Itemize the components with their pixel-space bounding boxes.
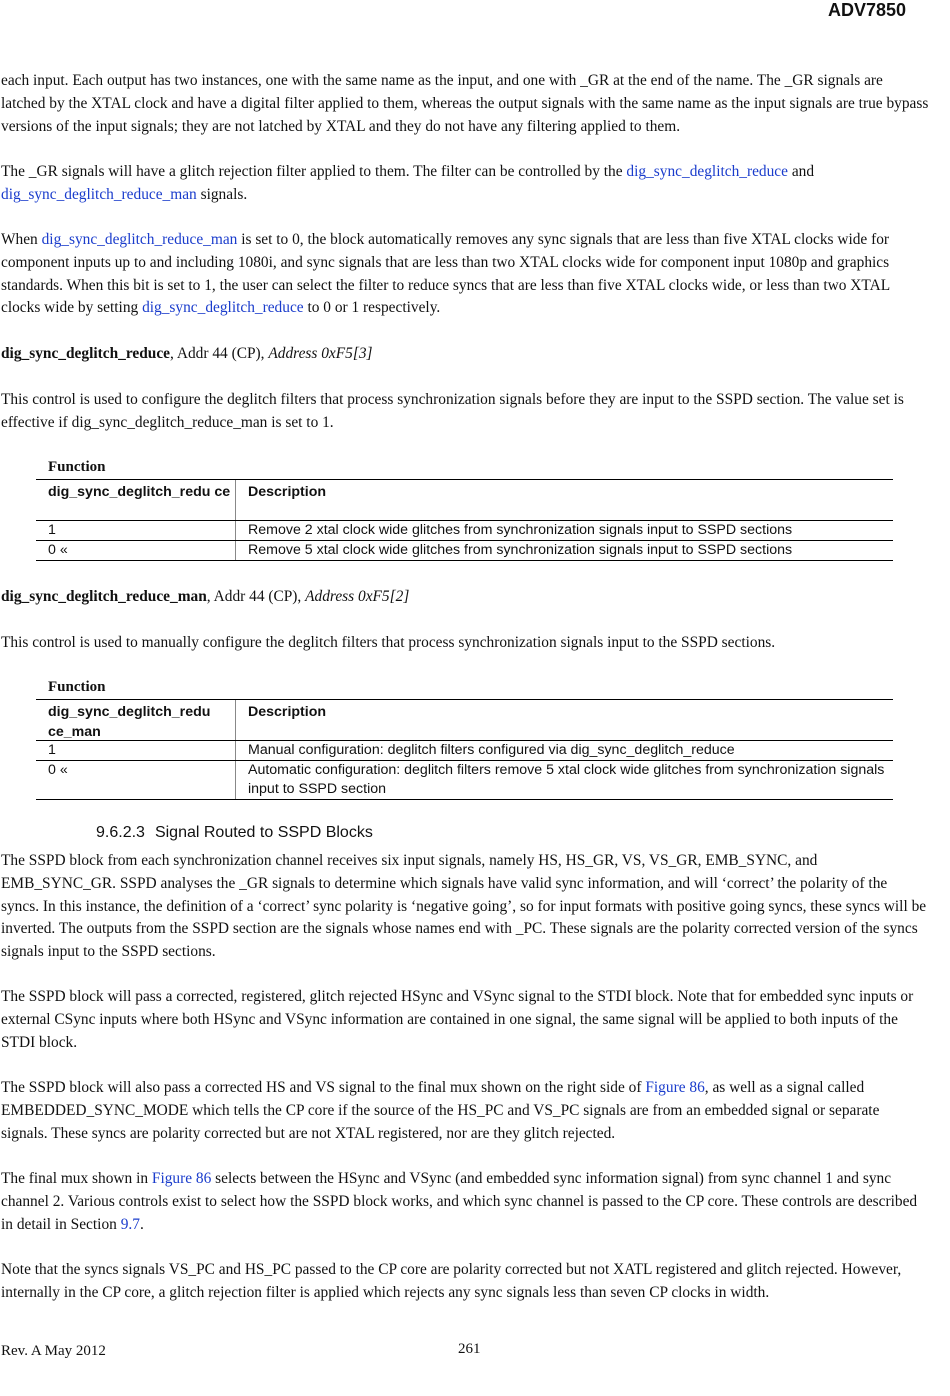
paragraph-glitch-filter — [1, 161, 929, 207]
text-run: is set to 0, the block automatically removes any sync signals that are less than five XTAL clocks wide for component inputs up to and including 1080i, and sync signals that are less than two XTAL clocks wide for component input 1080p and graphics standards. When this bit is set to 1, the user can select the filter to reduce syncs that are less than five XTAL clocks wide, or less than two XTAL clocks wide by setting — [1, 231, 890, 317]
paragraph-gr-signals: each input. Each output has two instances, one with the same name as the input, and one with _GR at the end of the name. The _GR signals are latched by the XTAL clock and have a digital filter applied to them, whereas the output signals with the same name as the input signals are true bypass versions of the input signals; they are not latched by XTAL and they do not have any filtering applied to them. — [1, 72, 929, 135]
table-cell-description: Automatic configuration: deglitch filters remove 5 xtal clock wide glitches from synchronization signals input to SSPD section — [248, 762, 885, 797]
table-cell-description: Remove 5 xtal clock wide glitches from synchronization signals input to SSPD sections — [248, 542, 793, 558]
table-row — [36, 741, 893, 761]
register-name: dig_sync_deglitch_reduce — [1, 345, 171, 362]
link-dig-sync-deglitch-reduce[interactable]: dig_sync_deglitch_reduce — [626, 163, 788, 180]
text-run: The _GR signals will have a glitch rejection filter applied to them. The filter can be controlled by the — [1, 163, 627, 180]
function-table-reduce — [36, 459, 893, 561]
register-name: dig_sync_deglitch_reduce_man — [1, 588, 207, 605]
link-dig-sync-deglitch-reduce-man[interactable]: dig_sync_deglitch_reduce_man — [41, 231, 238, 248]
table-cell-value: 1 — [36, 521, 236, 540]
function-table-reduce-man — [36, 679, 893, 800]
text-run: and — [787, 163, 815, 180]
table-header-description: Description — [248, 484, 327, 500]
text-run: The SSPD block will also pass a corrected HS and VS signal to the final mux shown on the right side of — [1, 1079, 646, 1096]
paragraph-deglitch-behaviour — [1, 229, 929, 320]
text-run: to 0 or 1 respectively. — [303, 299, 441, 317]
text-run: . — [139, 1215, 144, 1233]
link-figure-86[interactable]: Figure 86 — [151, 1170, 212, 1187]
table-caption: Function — [48, 679, 106, 695]
register-title-reduce — [1, 343, 929, 366]
table-cell-value: 0 « — [36, 761, 236, 799]
table-header-function: dig_sync_deglitch_redu ce_man — [36, 700, 236, 740]
text-run: The final mux shown in — [1, 1170, 152, 1187]
page-number: 261 — [458, 1341, 481, 1357]
footer-revision: Rev. A May 2012 — [1, 1343, 106, 1359]
text-run: When — [1, 231, 42, 248]
register-title-reduce-man — [1, 586, 929, 609]
table-cell-value: 0 « — [36, 541, 236, 560]
table-cell-description: Manual configuration: deglitch filters configured via dig_sync_deglitch_reduce — [248, 742, 735, 758]
table-cell-value: 1 — [36, 741, 236, 760]
paragraph-sspd-inputs: The SSPD block from each synchronization channel receives six input signals, namely HS, HS_GR, VS, VS_GR, EMB_SYNC, and EMB_SYNC_GR. SSPD analyses the _GR signals to determine which signals have valid sync information, and will ‘correct’ the polarity of the syncs. In this instance, the definition of a ‘correct’ sync polarity is ‘negative going’, so for input formats with positive going syncs, these syncs will be inverted. The outputs from the SSPD section are the signals whose names end with _PC. These signals are the polarity corrected version of the syncs signals input to the SSPD sections. — [1, 852, 927, 961]
section-heading — [96, 824, 373, 842]
section-title: Signal Routed to SSPD Blocks — [154, 824, 373, 841]
link-dig-sync-deglitch-reduce[interactable]: dig_sync_deglitch_reduce — [142, 299, 304, 317]
paragraph-sspd-stdi: The SSPD block will pass a corrected, registered, glitch rejected HSync and VSync signal to the STDI block. Note that for embedded sync inputs or external CSync inputs where both HSync and VSync information are contained in one signal, the same signal will be applied to both inputs of the STDI block. — [1, 988, 914, 1051]
paragraph-final-mux — [1, 1168, 929, 1236]
register-addr: , Addr 44 (CP), — [170, 345, 269, 362]
table-header-row — [36, 699, 893, 741]
link-dig-sync-deglitch-reduce-man[interactable]: dig_sync_deglitch_reduce_man — [1, 185, 197, 203]
register-addr: , Addr 44 (CP), — [206, 588, 306, 605]
document-id: ADV7850 — [827, 0, 906, 20]
section-number: 9.6.2.3 — [96, 824, 145, 841]
link-section-9-7[interactable]: 9.7 — [120, 1215, 140, 1233]
table-cell-description: Remove 2 xtal clock wide glitches from synchronization signals input to SSPD sections — [248, 522, 793, 538]
register-address: Address 0xF5[2] — [305, 588, 410, 605]
table-row — [36, 541, 893, 561]
table-row — [36, 521, 893, 541]
paragraph-sspd-final-mux — [1, 1077, 929, 1145]
paragraph-reduce-description: This control is used to configure the deglitch filters that process synchronization signals before they are input to the SSPD section. The value set is effective if dig_sync_deglitch_reduce_man is set to 1. — [1, 391, 904, 431]
text-run: , as well as a signal called EMBEDDED_SYNC_MODE which tells the CP core if the source of the HS_PC and VS_PC signals are from an embedded signal or separate signals. These syncs are polarity corrected but are not XTAL registered, nor are they glitch rejected. — [1, 1079, 880, 1142]
table-header-function: dig_sync_deglitch_redu ce — [36, 480, 236, 520]
text-run: selects between the HSync and VSync (and embedded sync information signal) from sync channel 1 and sync channel 2. Various controls exist to select how the SSPD block works, and which sync channel is passed to the CP core. These controls are described in detail in Section — [1, 1170, 918, 1233]
paragraph-reduce-man-description: This control is used to manually configure the deglitch filters that process synchronization signals input to the SSPD sections. — [1, 634, 776, 651]
table-header-row — [36, 479, 893, 521]
text-run: signals. — [196, 185, 248, 203]
paragraph-cp-core-note: Note that the syncs signals VS_PC and HS_PC passed to the CP core are polarity corrected but not XATL registered and glitch rejected. However, internally in the CP core, a glitch rejection filter is applied which rejects any sync signals less than seven CP clocks in width. — [1, 1261, 902, 1301]
table-header-description: Description — [248, 704, 327, 720]
table-row — [36, 761, 893, 800]
table-caption: Function — [48, 459, 106, 475]
register-address: Address 0xF5[3] — [268, 345, 373, 362]
link-figure-86[interactable]: Figure 86 — [645, 1079, 705, 1096]
